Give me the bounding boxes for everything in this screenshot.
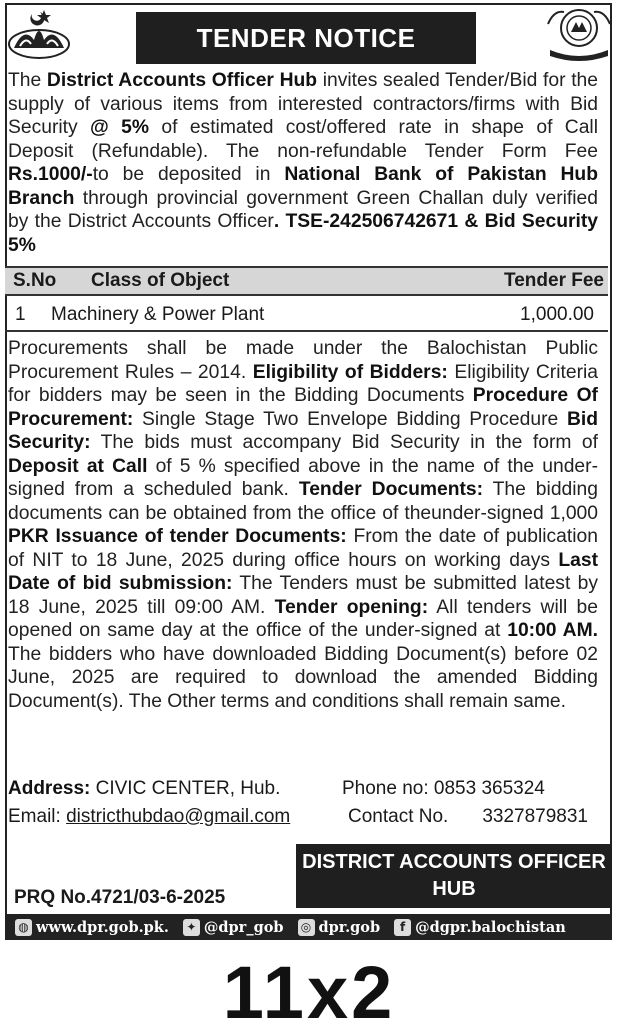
prq-number: PRQ No.4721/03-6-2025 <box>14 887 226 908</box>
office-name-line2: HUB <box>432 878 476 900</box>
ad-size-code: 11x2 <box>222 951 396 1024</box>
office-name-line1: DISTRICT ACCOUNTS OFFICER <box>302 851 606 873</box>
table-row <box>5 300 608 332</box>
table-header <box>5 266 608 296</box>
terms-paragraph: Procurements shall be made under the Balochistan Public Procurement Rules – 2014. Eligibility of Bidders: Eligibility Criteria for bidders may be seen in the Bidding Documents Procedure Of Procurement: Single Stage Two Envelope Bidding Procedure Bid Security: The bids must accompany Bid Security in the form of Deposit at Call of 5 % specified above in the name of the under-signed from a scheduled bank. Tender Documents: The bidding documents can be obtained from the office of theunder-signed 1,000 PKR Issuance of tender Documents: From the date of publication of NIT to 18 June, 2025 during office hours on working days Last Date of bid submission: The Tenders must be submitted latest by 18 June, 2025 till 09:00 AM. Tender opening: All tenders will be opened on same day at the office of the under-signed at 10:00 AM. The bidders who have downloaded Bidding Document(s) before 02 June, 2025 are required to download the amended Bidding Document(s). The Other terms and conditions shall remain same. <box>8 338 599 712</box>
intro-paragraph: The District Accounts Officer Hub invites sealed Tender/Bid for the supply of various items from interested contractors/firms with Bid Security @ 5% of estimated cost/offered rate in shape of Call Deposit (Refundable). The non-refundable Tender Form Fee Rs.1000/-to be deposited in National Bank of Pakistan Hub Branch through provincial government Green Challan duly verified by the District Accounts Officer. TSE-242506742671 & Bid Security 5% <box>8 70 598 256</box>
globe-icon: ◍ <box>15 919 32 936</box>
column-header-object: Class of Object <box>91 270 230 291</box>
twitter-item[interactable]: ✦ @dpr_gob <box>183 919 284 936</box>
row-fee: 1,000.00 <box>520 304 594 325</box>
social-bar <box>5 914 612 940</box>
facebook-item[interactable]: f @dgpr.balochistan <box>394 919 566 936</box>
website-item[interactable]: ◍ www.dpr.gob.pk. <box>15 919 169 936</box>
email-line: Email: districthubdao@gmail.com <box>8 806 291 827</box>
contact-line: Contact No. 3327879831 <box>348 806 588 827</box>
instagram-item[interactable]: ◎ dpr.gob <box>298 919 381 936</box>
column-header-sno: S.No <box>13 270 57 291</box>
balochistan-emblem-logo <box>4 4 74 62</box>
row-sno: 1 <box>15 304 26 325</box>
office-signature-box <box>296 844 612 908</box>
column-header-fee: Tender Fee <box>504 270 604 291</box>
dgpr-emblem-logo <box>544 4 614 62</box>
twitter-icon: ✦ <box>183 919 200 936</box>
row-object: Machinery & Power Plant <box>51 304 265 325</box>
email-link[interactable]: districthubdao@gmail.com <box>66 806 291 827</box>
page-title: TENDER NOTICE <box>136 12 476 64</box>
phone-line: Phone no: 0853 365324 <box>342 778 545 799</box>
instagram-icon: ◎ <box>298 919 315 936</box>
address-line: Address: CIVIC CENTER, Hub. <box>8 778 281 799</box>
facebook-icon: f <box>394 919 411 936</box>
